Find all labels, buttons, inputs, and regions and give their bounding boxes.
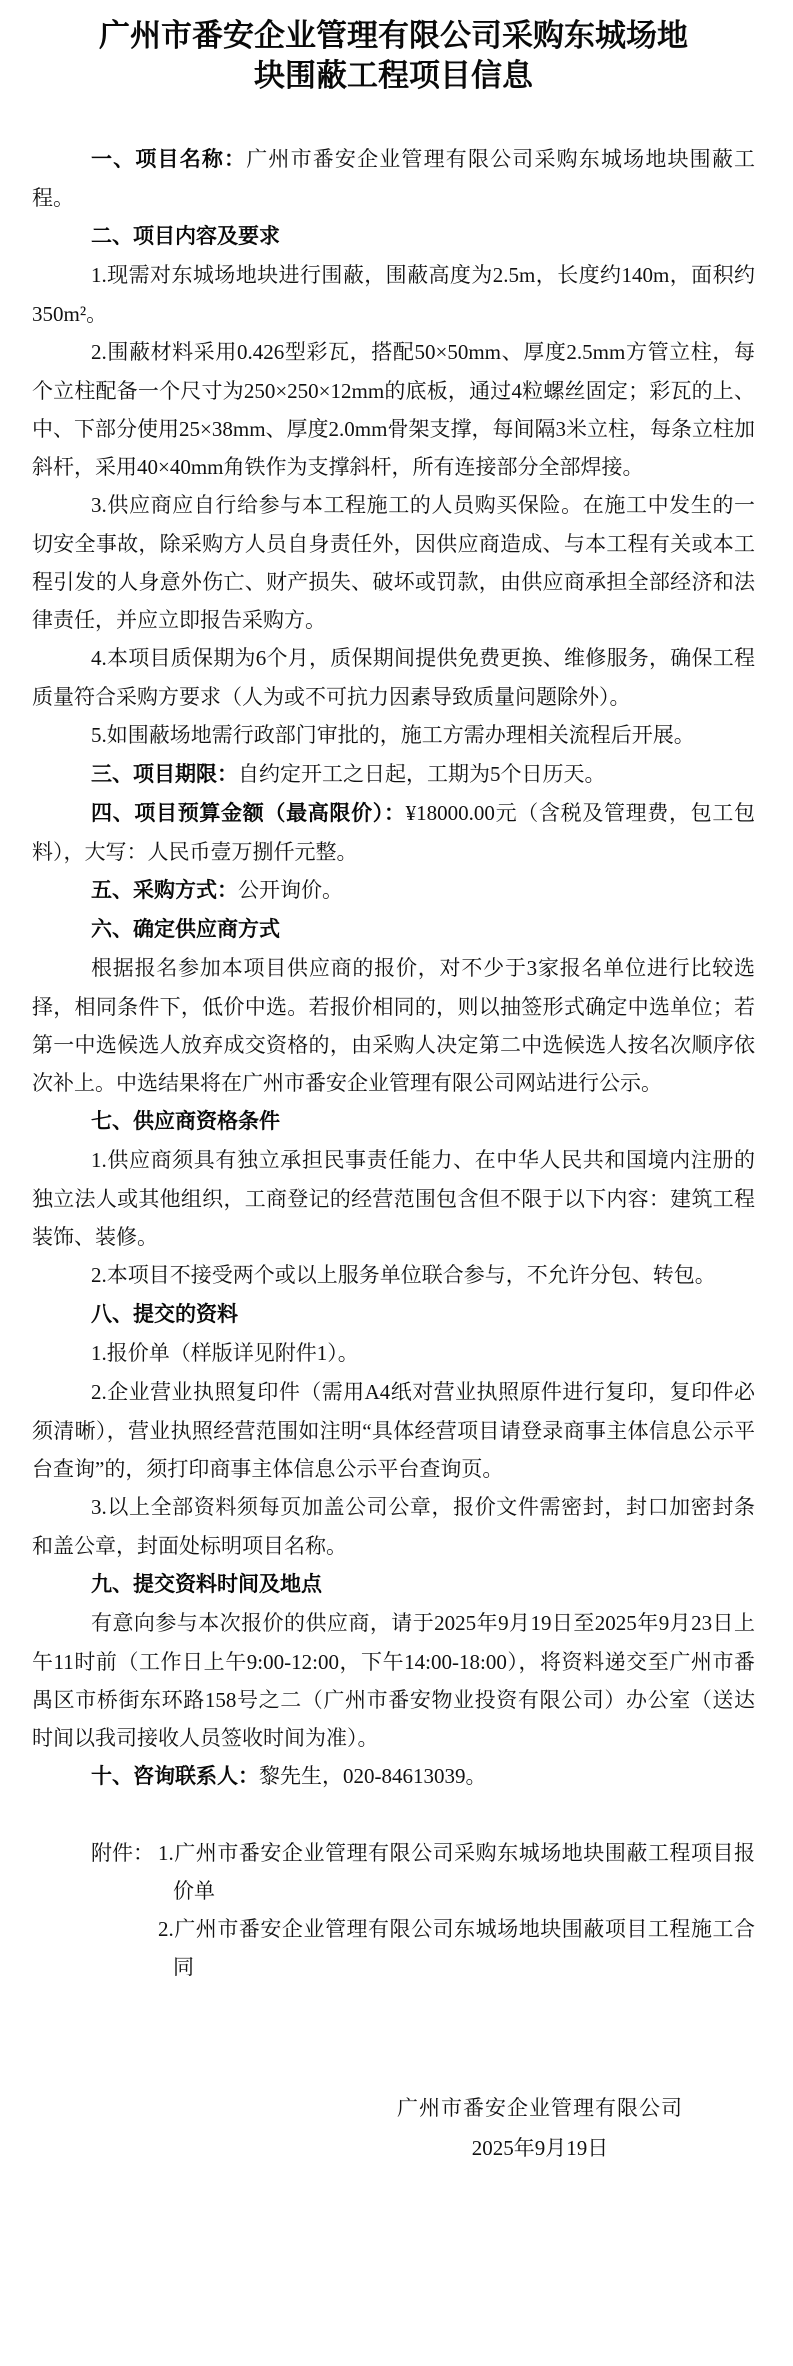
para-text: 广州市番安企业管理有限公司采购东城场地块围蔽工程。 <box>32 147 756 210</box>
para-text: 2.围蔽材料采用0.426型彩瓦，搭配50×50mm、厚度2.5mm方管立柱，每个立柱配备一个尺寸为250×250×12mm的底板，通过4粒螺丝固定；彩瓦的上、中、下部分使用25×38mm、厚度2.0mm骨架支撑，每间隔3米立柱，每条立柱加斜杆，采用40×40mm角铁作为支撑斜杆，所有连接部分全部焊接。 <box>32 340 755 479</box>
attachment-item-1: 1.广州市番安企业管理有限公司采购东城场地块围蔽工程项目报价单 <box>158 1841 755 1903</box>
section-8-heading: 八、提交的资料 <box>91 1303 238 1326</box>
para-text: 5.如围蔽场地需行政部门审批的，施工方需办理相关流程后开展。 <box>91 723 695 747</box>
para-section-2-heading <box>32 217 755 256</box>
para-project-name <box>32 140 755 217</box>
para-procurement-method <box>32 871 755 910</box>
para-section-6-heading <box>32 910 755 949</box>
para-submission-time-place <box>32 1604 755 1757</box>
para-text: 黎先生，020-84613039。 <box>259 1764 487 1788</box>
para-project-duration <box>32 755 755 794</box>
section-7-heading: 七、供应商资格条件 <box>91 1110 280 1133</box>
para-text: 自约定开工之日起，工期为5个日历天。 <box>238 762 606 786</box>
para-content-item-3 <box>32 486 755 639</box>
section-3-heading: 三、项目期限： <box>91 763 238 786</box>
signature-company: 广州市番安企业管理有限公司 <box>397 2096 683 2120</box>
section-10-heading: 十、咨询联系人： <box>91 1765 259 1788</box>
para-text: 1.供应商须具有独立承担民事责任能力、在中华人民共和国境内注册的独立法人或其他组织，工商登记的经营范围包含但不限于以下内容：建筑工程装饰、装修。 <box>32 1148 755 1249</box>
para-text: 1.现需对东城场地块进行围蔽，围蔽高度为2.5m，长度约140m，面积约350m²。 <box>32 263 755 326</box>
section-2-heading: 二、项目内容及要求 <box>91 225 280 248</box>
para-section-7-heading <box>32 1102 755 1141</box>
para-text: 2.企业营业执照复印件（需用A4纸对营业执照原件进行复印，复印件必须清晰），营业执照经营范围如注明“具体经营项目请登录商事主体信息公示平台查询”的，须打印商事主体信息公示平台查询页。 <box>32 1380 755 1481</box>
para-submission-item-1 <box>32 1334 755 1373</box>
para-content-item-2 <box>32 333 755 486</box>
para-contact <box>32 1757 755 1796</box>
document-title: 广州市番安企业管理有限公司采购东城场地块围蔽工程项目信息 <box>99 18 688 93</box>
para-submission-item-3 <box>32 1488 755 1565</box>
para-supplier-selection <box>32 949 755 1102</box>
para-section-8-heading <box>32 1295 755 1334</box>
signature-block <box>397 2088 683 2168</box>
signature-date: 2025年9月19日 <box>471 2136 609 2160</box>
para-text: 公开询价。 <box>238 878 343 902</box>
para-text: 3.供应商应自行给参与本工程施工的人员购买保险。在施工中发生的一切安全事故，除采购方人员自身责任外，因供应商造成、与本工程有关或本工程引发的人身意外伤亡、财产损失、破坏或罚款，由供应商承担全部经济和法律责任，并应立即报告采购方。 <box>32 493 755 632</box>
para-text: 1.报价单（样版详见附件1）。 <box>91 1341 359 1365</box>
para-content-item-5 <box>32 716 755 755</box>
para-text: 有意向参与本次报价的供应商，请于2025年9月19日至2025年9月23日上午11时前（工作日上午9:00-12:00，下午14:00-18:00），将资料递交至广州市番禺区市桥街东环路158号之二（广州市番安物业投资有限公司）办公室（送达时间以我司接收人员签收时间为准）。 <box>32 1611 755 1750</box>
para-text: 3.以上全部资料须每页加盖公司公章，报价文件需密封，封口加密封条和盖公章，封面处标明项目名称。 <box>32 1495 755 1558</box>
attachments-label: 附件： <box>91 1841 154 1865</box>
para-section-9-heading <box>32 1565 755 1604</box>
section-1-heading: 一、项目名称： <box>91 148 247 171</box>
para-text: 根据报名参加本项目供应商的报价，对不少于3家报名单位进行比较选择，相同条件下，低价中选。若报价相同的，则以抽签形式确定中选单位；若第一中选候选人放弃成交资格的，由采购人决定第二中选候选人按名次顺序依次补上。中选结果将在广州市番安企业管理有限公司网站进行公示。 <box>32 956 755 1095</box>
para-project-budget <box>32 794 755 871</box>
para-submission-item-2 <box>32 1373 755 1488</box>
document-body <box>32 140 755 1796</box>
para-text: 4.本项目质保期为6个月，质保期间提供免费更换、维修服务，确保工程质量符合采购方要求（人为或不可抗力因素导致质量问题除外）。 <box>32 646 755 709</box>
section-9-heading: 九、提交资料时间及地点 <box>91 1573 322 1596</box>
para-text: ¥18000.00元（含税及管理费，包工包料），大写：人民币壹万捌仟元整。 <box>32 801 756 864</box>
attachments-list <box>158 1834 755 1986</box>
attachments-block <box>32 1834 755 1986</box>
para-content-item-4 <box>32 639 755 716</box>
para-content-item-1 <box>32 256 755 333</box>
section-6-heading: 六、确定供应商方式 <box>91 918 280 941</box>
section-4-heading: 四、项目预算金额（最高限价）： <box>91 802 406 825</box>
para-qualification-item-1 <box>32 1141 755 1256</box>
attachment-item-2: 2.广州市番安企业管理有限公司东城场地块围蔽项目工程施工合同 <box>158 1917 755 1979</box>
para-qualification-item-2 <box>32 1256 755 1295</box>
section-5-heading: 五、采购方式： <box>91 879 238 902</box>
para-text: 2.本项目不接受两个或以上服务单位联合参与，不允许分包、转包。 <box>91 1263 716 1287</box>
